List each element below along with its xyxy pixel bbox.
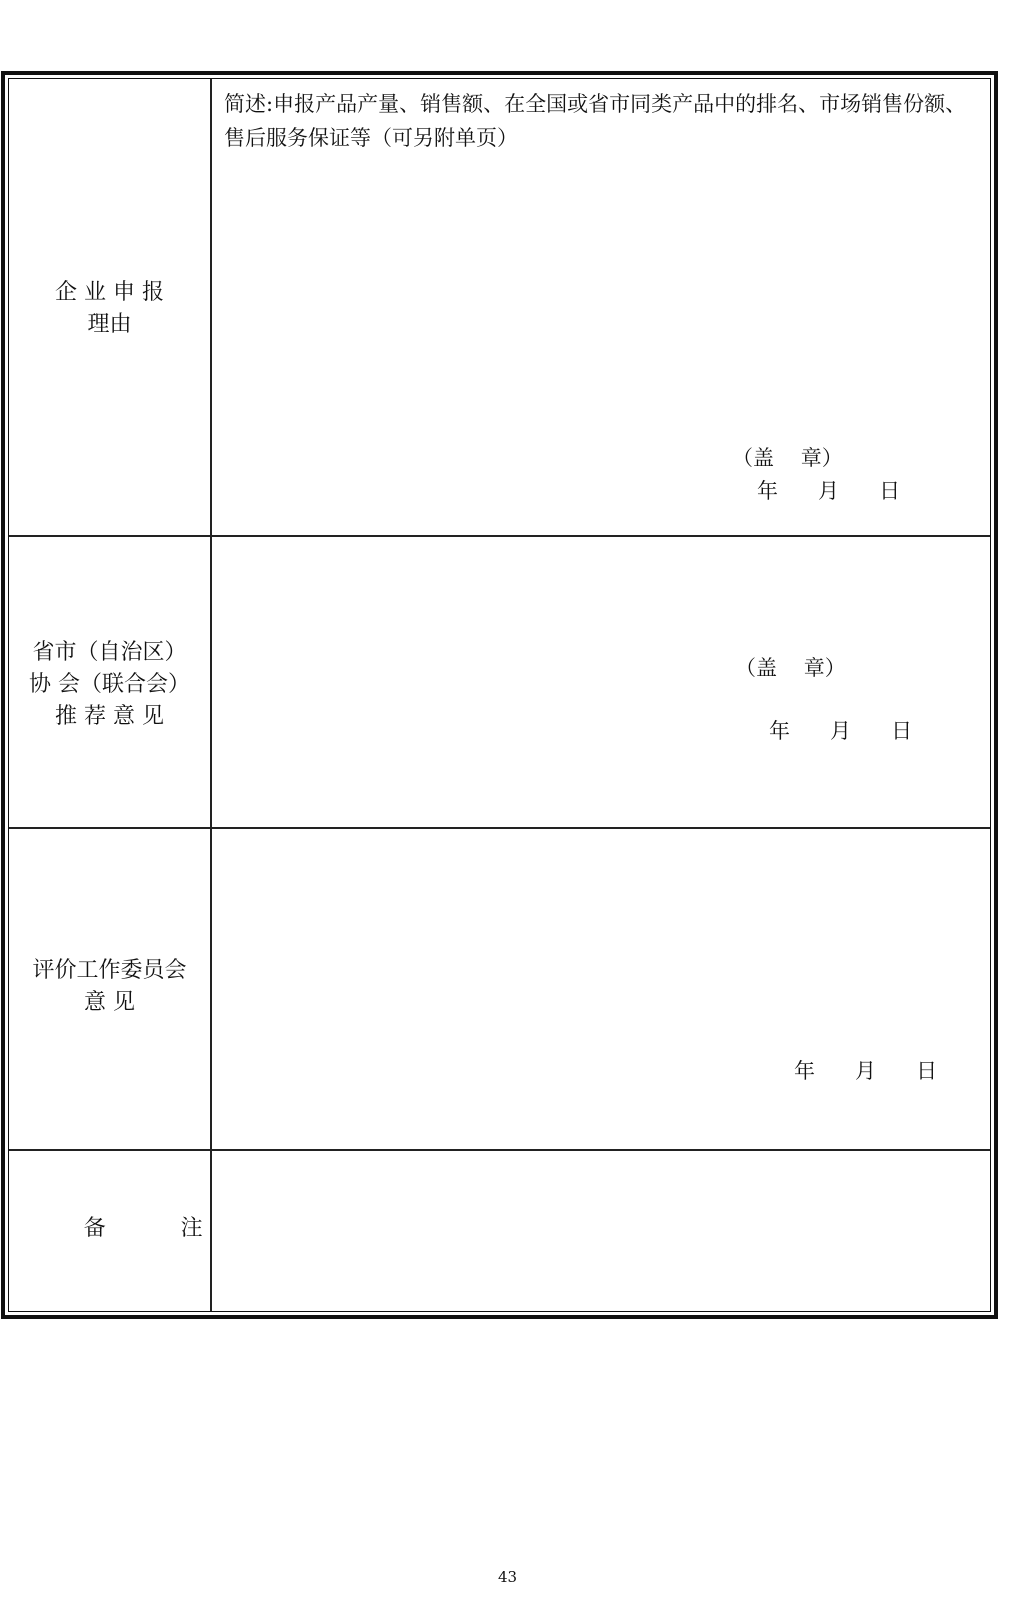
association-opinion-label-line-1: 省市（自治区） [32, 640, 187, 665]
application-reason-date: 年 月 日 [757, 479, 901, 503]
committee-opinion-label-line-1: 评价工作委员会 [32, 958, 187, 983]
remarks-label-cell [9, 1151, 278, 1311]
association-opinion-date: 年 月 日 [769, 719, 913, 743]
association-opinion-label-cell [9, 537, 212, 827]
association-opinion-field[interactable] [212, 537, 990, 827]
form-table [8, 78, 991, 1312]
application-reason-description: 简述:申报产品产量、销售额、在全国或省市同类产品中的排名、市场销售份额、售后服务保证等（可另附单页） [224, 92, 967, 150]
application-reason-row [9, 79, 990, 537]
committee-opinion-row [9, 829, 990, 1151]
application-reason-label [9, 277, 210, 341]
committee-opinion-label-cell [9, 829, 212, 1149]
committee-opinion-label [9, 955, 210, 1019]
committee-opinion-date: 年 月 日 [794, 1059, 938, 1083]
page-number: 43 [497, 1568, 518, 1586]
application-reason-label-cell [9, 79, 212, 535]
remarks-row [9, 1151, 990, 1311]
committee-opinion-label-line-2: 意 见 [84, 990, 135, 1015]
application-reason-seal: （盖 章） [732, 446, 843, 470]
association-opinion-label-line-2: 协 会（联合会） [29, 672, 190, 697]
association-opinion-label [9, 637, 210, 733]
association-opinion-row [9, 537, 990, 829]
committee-opinion-field[interactable] [212, 829, 990, 1149]
association-opinion-label-line-3: 推 荐 意 见 [55, 704, 164, 729]
application-reason-field[interactable] [212, 79, 990, 535]
remarks-label [9, 1213, 278, 1245]
remarks-field[interactable] [212, 1151, 990, 1311]
evaluation-form [1, 71, 998, 1319]
application-reason-label-line-1: 企 业 申 报 [55, 280, 164, 305]
application-reason-label-line-2: 理由 [87, 312, 132, 337]
association-opinion-seal: （盖 章） [735, 656, 846, 680]
remarks-label-text: 备注 [83, 1216, 278, 1241]
